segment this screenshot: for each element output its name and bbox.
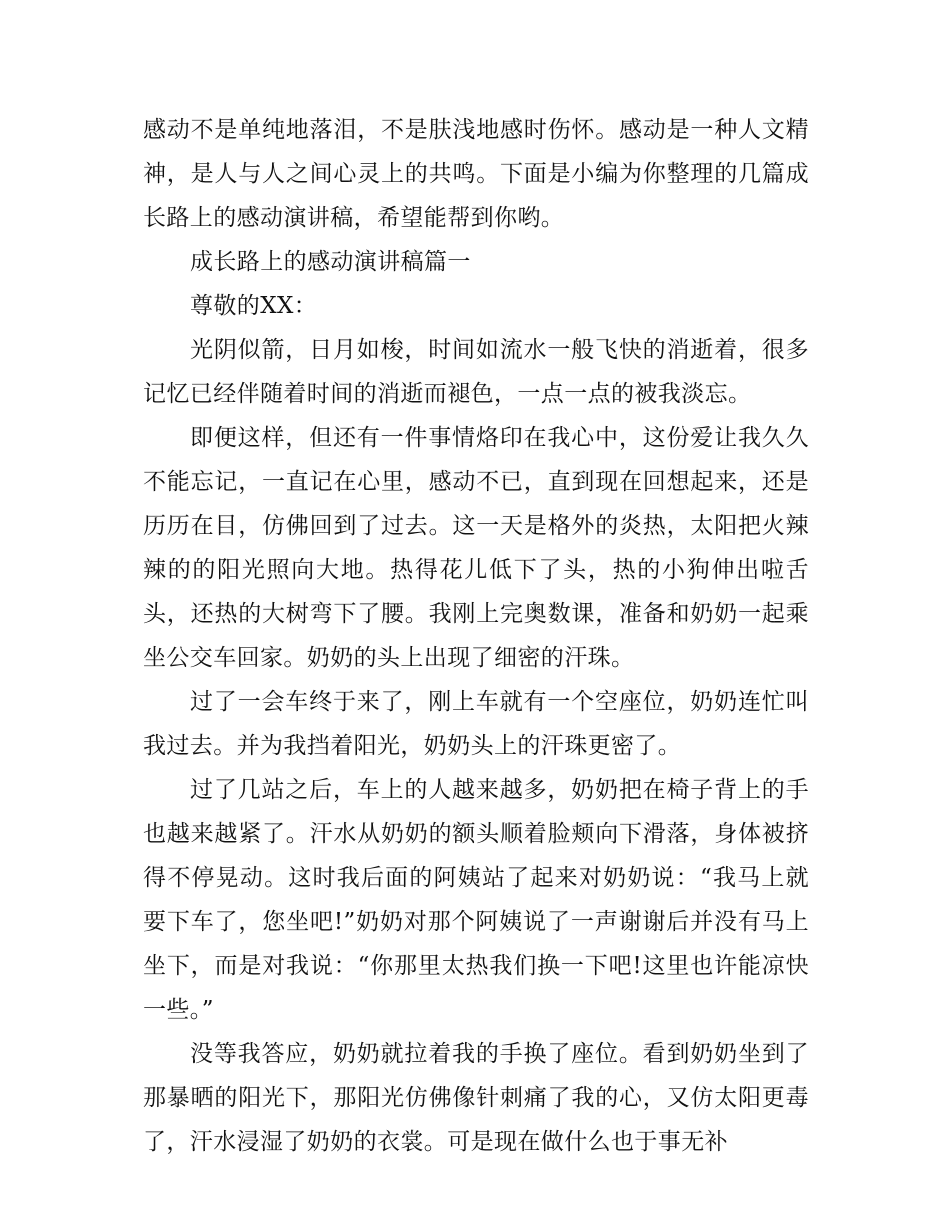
body-paragraph: 过了几站之后，车上的人越来越多，奶奶把在椅子背上的手也越来越紧了。汗水从奶奶的额头顺着脸颊向下滑落，身体被挤得不停晃动。这时我后面的阿姨站了起来对奶奶说：“我马上就要下车了，您坐吧!”奶奶对那个阿姨说了一声谢谢后并没有马上坐下，而是对我说：“你那里太热我们换一下吧!这里也许能凉快一些。” xyxy=(143,777,809,1023)
body-paragraph: 即便这样，但还有一件事情烙印在我心中，这份爱让我久久不能忘记，一直记在心里，感动不已，直到现在回想起来，还是历历在目，仿佛回到了过去。这一天是格外的炎热，太阳把火辣辣的的阳光照向大地。热得花儿低下了头，热的小狗伸出啦舌头，还热的大树弯下了腰。我刚上完奥数课，准备和奶奶一起乘坐公交车回家。奶奶的头上出现了细密的汗珠。 xyxy=(143,425,809,671)
body-paragraph: 没等我答应，奶奶就拉着我的手换了座位。看到奶奶坐到了那暴晒的阳光下，那阳光仿佛像针刺痛了我的心，又仿太阳更毒了，汗水浸湿了奶奶的衣裳。可是现在做什么也于事无补 xyxy=(143,1041,809,1155)
body-paragraph: 光阴似箭，日月如梭，时间如流水一般飞快的消逝着，很多记忆已经伴随着时间的消逝而褪色，一点一点的被我淡忘。 xyxy=(143,337,809,407)
body-paragraph: 过了一会车终于来了，刚上车就有一个空座位，奶奶连忙叫我过去。并为我挡着阳光，奶奶头上的汗珠更密了。 xyxy=(143,689,809,759)
intro-paragraph: 感动不是单纯地落泪，不是肤浅地感时伤怀。感动是一种人文精神，是人与人之间心灵上的共鸣。下面是小编为你整理的几篇成长路上的感动演讲稿，希望能帮到你哟。 xyxy=(143,117,809,231)
salutation: 尊敬的XX： xyxy=(190,293,318,319)
section-heading: 成长路上的感动演讲稿篇一 xyxy=(190,249,471,275)
document-body xyxy=(143,108,809,1164)
